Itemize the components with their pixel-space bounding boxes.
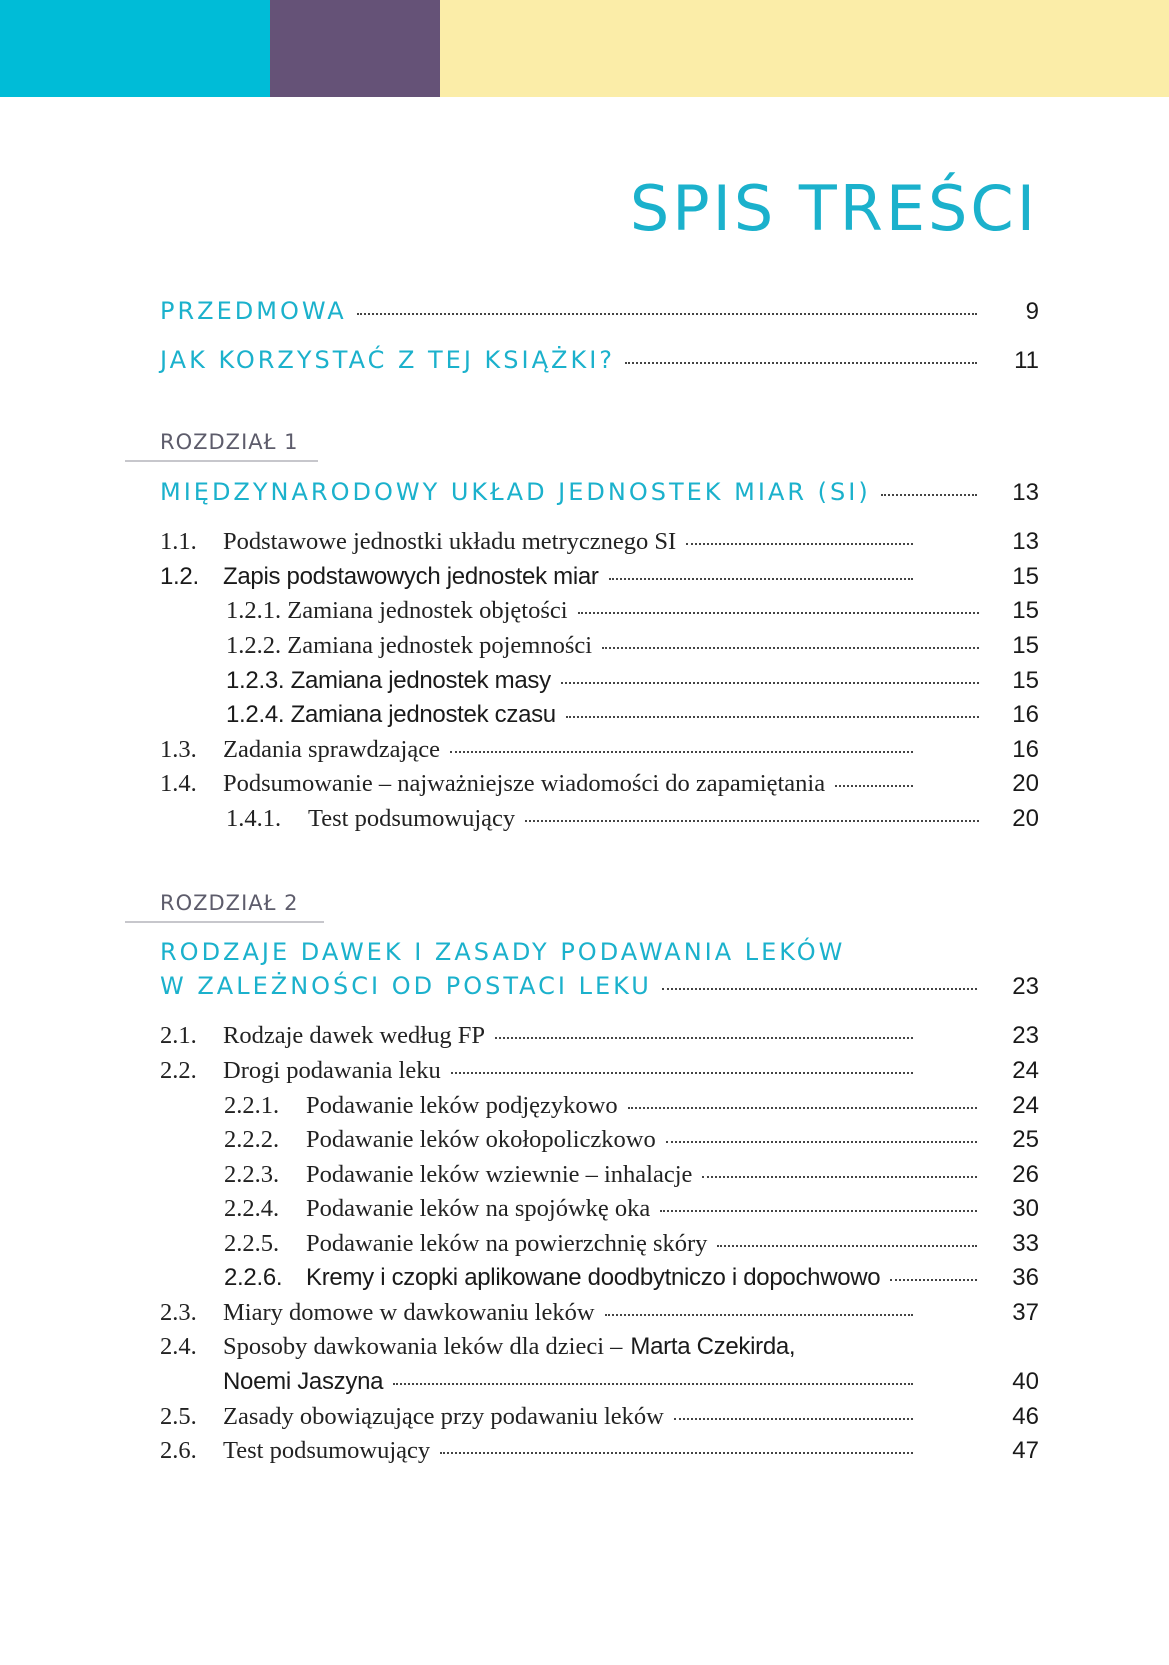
chapter-rule bbox=[125, 460, 318, 462]
toc-section-1-2-3[interactable]: 1.2.3. Zamiana jednostek masy 15 bbox=[226, 667, 1039, 694]
dot-leader bbox=[605, 1314, 913, 1316]
toc-section-1-4[interactable]: 1.4. Podsumowanie – najważniejsze wiadomości do zapamiętania 20 bbox=[160, 770, 1039, 797]
dot-leader bbox=[451, 1072, 913, 1074]
dot-leader bbox=[660, 1210, 977, 1212]
toc-section-1-2-4[interactable]: 1.2.4. Zamiana jednostek czasu 16 bbox=[226, 701, 1039, 728]
dot-leader bbox=[666, 1141, 977, 1143]
chapter-label: ROZDZIAŁ 1 bbox=[160, 430, 299, 454]
page-number: 13 bbox=[1012, 479, 1039, 506]
chapter-label: ROZDZIAŁ 2 bbox=[160, 891, 299, 915]
page-number: 23 bbox=[1012, 973, 1039, 1000]
toc-section-2-1[interactable]: 2.1. Rodzaje dawek według FP 23 bbox=[160, 1022, 1039, 1049]
toc-section-2-4-line1[interactable]: 2.4. Sposoby dawkowania leków dla dzieci – Marta Czekirda, bbox=[160, 1333, 796, 1360]
toc-section-2-2-5[interactable]: 2.2.5. Podawanie leków na powierzchnię skóry 33 bbox=[224, 1230, 1039, 1257]
header-band-purple bbox=[270, 0, 440, 97]
dot-leader bbox=[578, 612, 979, 614]
section-authors: Marta Czekirda, bbox=[630, 1333, 796, 1360]
dot-leader bbox=[674, 1418, 913, 1420]
toc-chapter-2-title-line1[interactable]: RODZAJE DAWEK I ZASADY PODAWANIA LEKÓW bbox=[160, 938, 846, 966]
toc-section-1-2-2[interactable]: 1.2.2. Zamiana jednostek pojemności 15 bbox=[226, 632, 1039, 659]
toc-section-2-4[interactable]: Noemi Jaszyna 40 bbox=[223, 1368, 1039, 1395]
toc-section-1-1[interactable]: 1.1. Podstawowe jednostki układu metrycznego SI 13 bbox=[160, 528, 1039, 555]
dot-leader bbox=[890, 1279, 977, 1281]
dot-leader bbox=[602, 647, 979, 649]
dot-leader bbox=[357, 313, 977, 315]
dot-leader bbox=[628, 1107, 977, 1109]
page-number: 9 bbox=[1025, 298, 1039, 325]
toc-section-2-2[interactable]: 2.2. Drogi podawania leku 24 bbox=[160, 1057, 1039, 1084]
toc-section-1-3[interactable]: 1.3. Zadania sprawdzające 16 bbox=[160, 736, 1039, 763]
toc-section-1-2[interactable]: 1.2. Zapis podstawowych jednostek miar 15 bbox=[160, 563, 1039, 590]
dot-leader bbox=[609, 578, 913, 580]
header-band-cyan bbox=[0, 0, 270, 97]
dot-leader bbox=[440, 1452, 913, 1454]
toc-section-2-2-2[interactable]: 2.2.2. Podawanie leków okołopoliczkowo 25 bbox=[224, 1126, 1039, 1153]
dot-leader bbox=[686, 543, 913, 545]
header-band-yellow bbox=[440, 0, 1169, 97]
dot-leader bbox=[561, 682, 979, 684]
toc-section-2-2-6[interactable]: 2.2.6. Kremy i czopki aplikowane doodbytniczo i dopochwowo 36 bbox=[224, 1264, 1039, 1291]
dot-leader bbox=[702, 1176, 977, 1178]
dot-leader bbox=[495, 1037, 913, 1039]
toc-section-2-6[interactable]: 2.6. Test podsumowujący 47 bbox=[160, 1437, 1039, 1464]
dot-leader bbox=[525, 820, 979, 822]
page-number: 11 bbox=[1014, 347, 1039, 374]
dot-leader bbox=[835, 785, 913, 787]
toc-entry-preface[interactable]: PRZEDMOWA 9 bbox=[160, 297, 1039, 325]
section-authors: Noemi Jaszyna bbox=[223, 1368, 384, 1395]
dot-leader bbox=[881, 494, 977, 496]
toc-section-1-4-1[interactable]: 1.4.1. Test podsumowujący 20 bbox=[226, 805, 1039, 832]
chapter-rule bbox=[125, 921, 324, 923]
dot-leader bbox=[393, 1383, 913, 1385]
toc-section-2-2-1[interactable]: 2.2.1. Podawanie leków podjęzykowo 24 bbox=[224, 1092, 1039, 1119]
dot-leader bbox=[662, 988, 977, 990]
dot-leader bbox=[625, 362, 977, 364]
toc-section-2-5[interactable]: 2.5. Zasady obowiązujące przy podawaniu leków 46 bbox=[160, 1403, 1039, 1430]
toc-chapter-2-title[interactable]: W ZALEŻNOŚCI OD POSTACI LEKU 23 bbox=[160, 972, 1039, 1000]
dot-leader bbox=[717, 1245, 977, 1247]
toc-section-2-2-4[interactable]: 2.2.4. Podawanie leków na spojówkę oka 30 bbox=[224, 1195, 1039, 1222]
toc-section-2-3[interactable]: 2.3. Miary domowe w dawkowaniu leków 37 bbox=[160, 1299, 1039, 1326]
toc-chapter-1-title[interactable]: MIĘDZYNARODOWY UKŁAD JEDNOSTEK MIAR (SI) 13 bbox=[160, 478, 1039, 506]
toc-entry-how-to-use[interactable]: JAK KORZYSTAĆ Z TEJ KSIĄŻKI? 11 bbox=[160, 346, 1039, 374]
toc-section-2-2-3[interactable]: 2.2.3. Podawanie leków wziewnie – inhalacje 26 bbox=[224, 1161, 1039, 1188]
toc-section-1-2-1[interactable]: 1.2.1. Zamiana jednostek objętości 15 bbox=[226, 597, 1039, 624]
dot-leader bbox=[566, 716, 979, 718]
dot-leader bbox=[450, 751, 913, 753]
page-title: SPIS TREŚCI bbox=[629, 172, 1038, 245]
